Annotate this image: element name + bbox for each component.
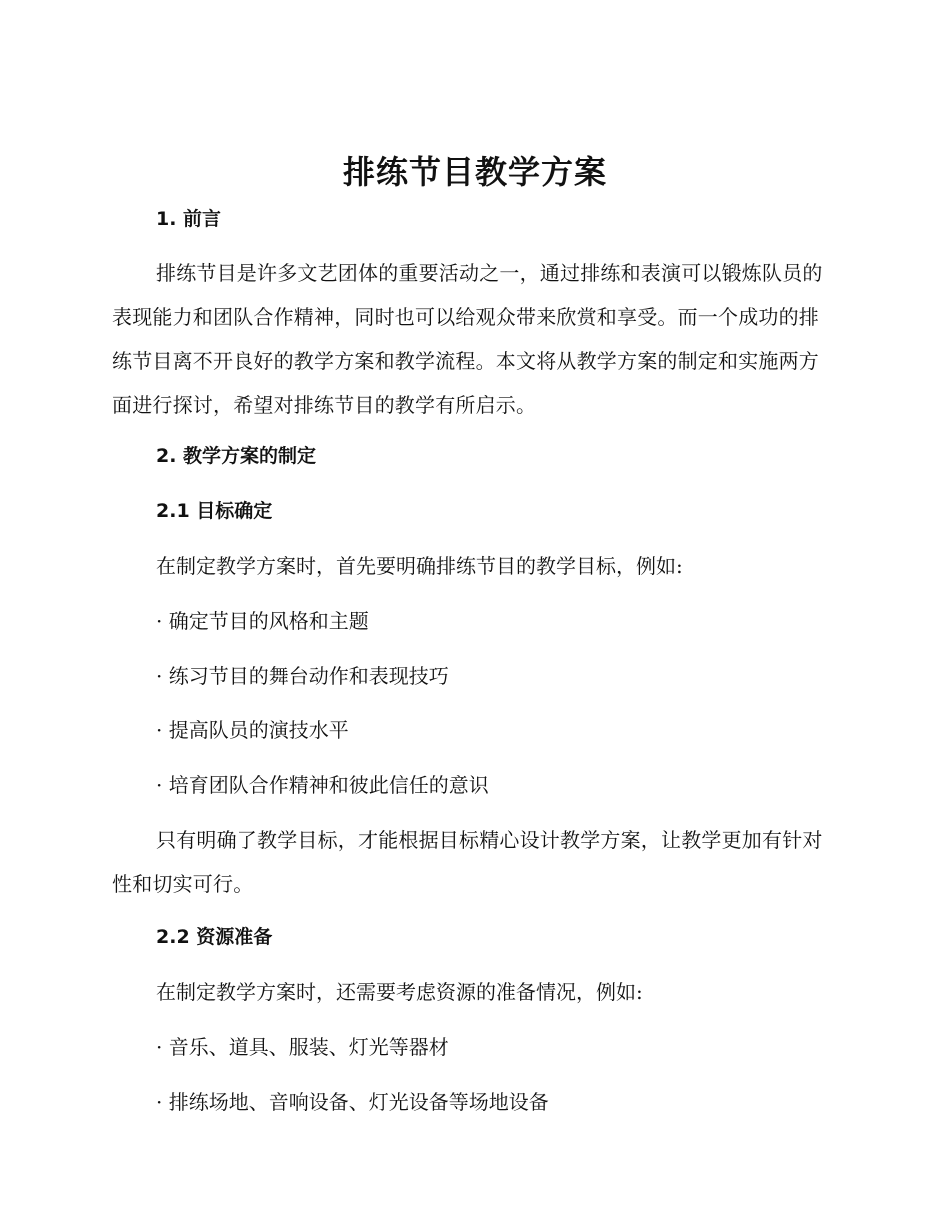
section-heading-plan: 2. 教学方案的制定 <box>156 445 317 467</box>
subsection-heading-resources: 2.2 资源准备 <box>156 926 273 948</box>
list-item: · 提高队员的演技水平 <box>156 718 349 742</box>
document-title: 排练节目教学方案 <box>342 153 607 191</box>
subsection-heading-goals: 2.1 目标确定 <box>156 500 273 522</box>
goals-intro: 在制定教学方案时，首先要明确排练节目的教学目标，例如: <box>156 554 683 578</box>
resources-intro: 在制定教学方案时，还需要考虑资源的准备情况，例如: <box>156 980 643 1004</box>
list-item: · 培育团队合作精神和彼此信任的意识 <box>156 773 489 797</box>
preface-paragraph: 排练节目是许多文艺团体的重要活动之一，通过排练和表演可以锻炼队员的表现能力和团队合作精神，同时也可以给观众带来欣赏和享受。而一个成功的排练节目离不开良好的教学方案和教学流程。本文将从教学方案的制定和实施两方面进行探讨，希望对排练节目的教学有所启示。 <box>112 261 823 417</box>
goals-conclusion: 只有明确了教学目标，才能根据目标精心设计教学方案，让教学更加有针对性和切实可行。 <box>112 828 823 896</box>
section-heading-preface: 1. 前言 <box>156 208 222 230</box>
list-item: · 排练场地、音响设备、灯光设备等场地设备 <box>156 1090 549 1114</box>
list-item: · 练习节目的舞台动作和表现技巧 <box>156 664 449 688</box>
list-item: · 音乐、道具、服装、灯光等器材 <box>156 1035 449 1059</box>
list-item: · 确定节目的风格和主题 <box>156 609 369 633</box>
